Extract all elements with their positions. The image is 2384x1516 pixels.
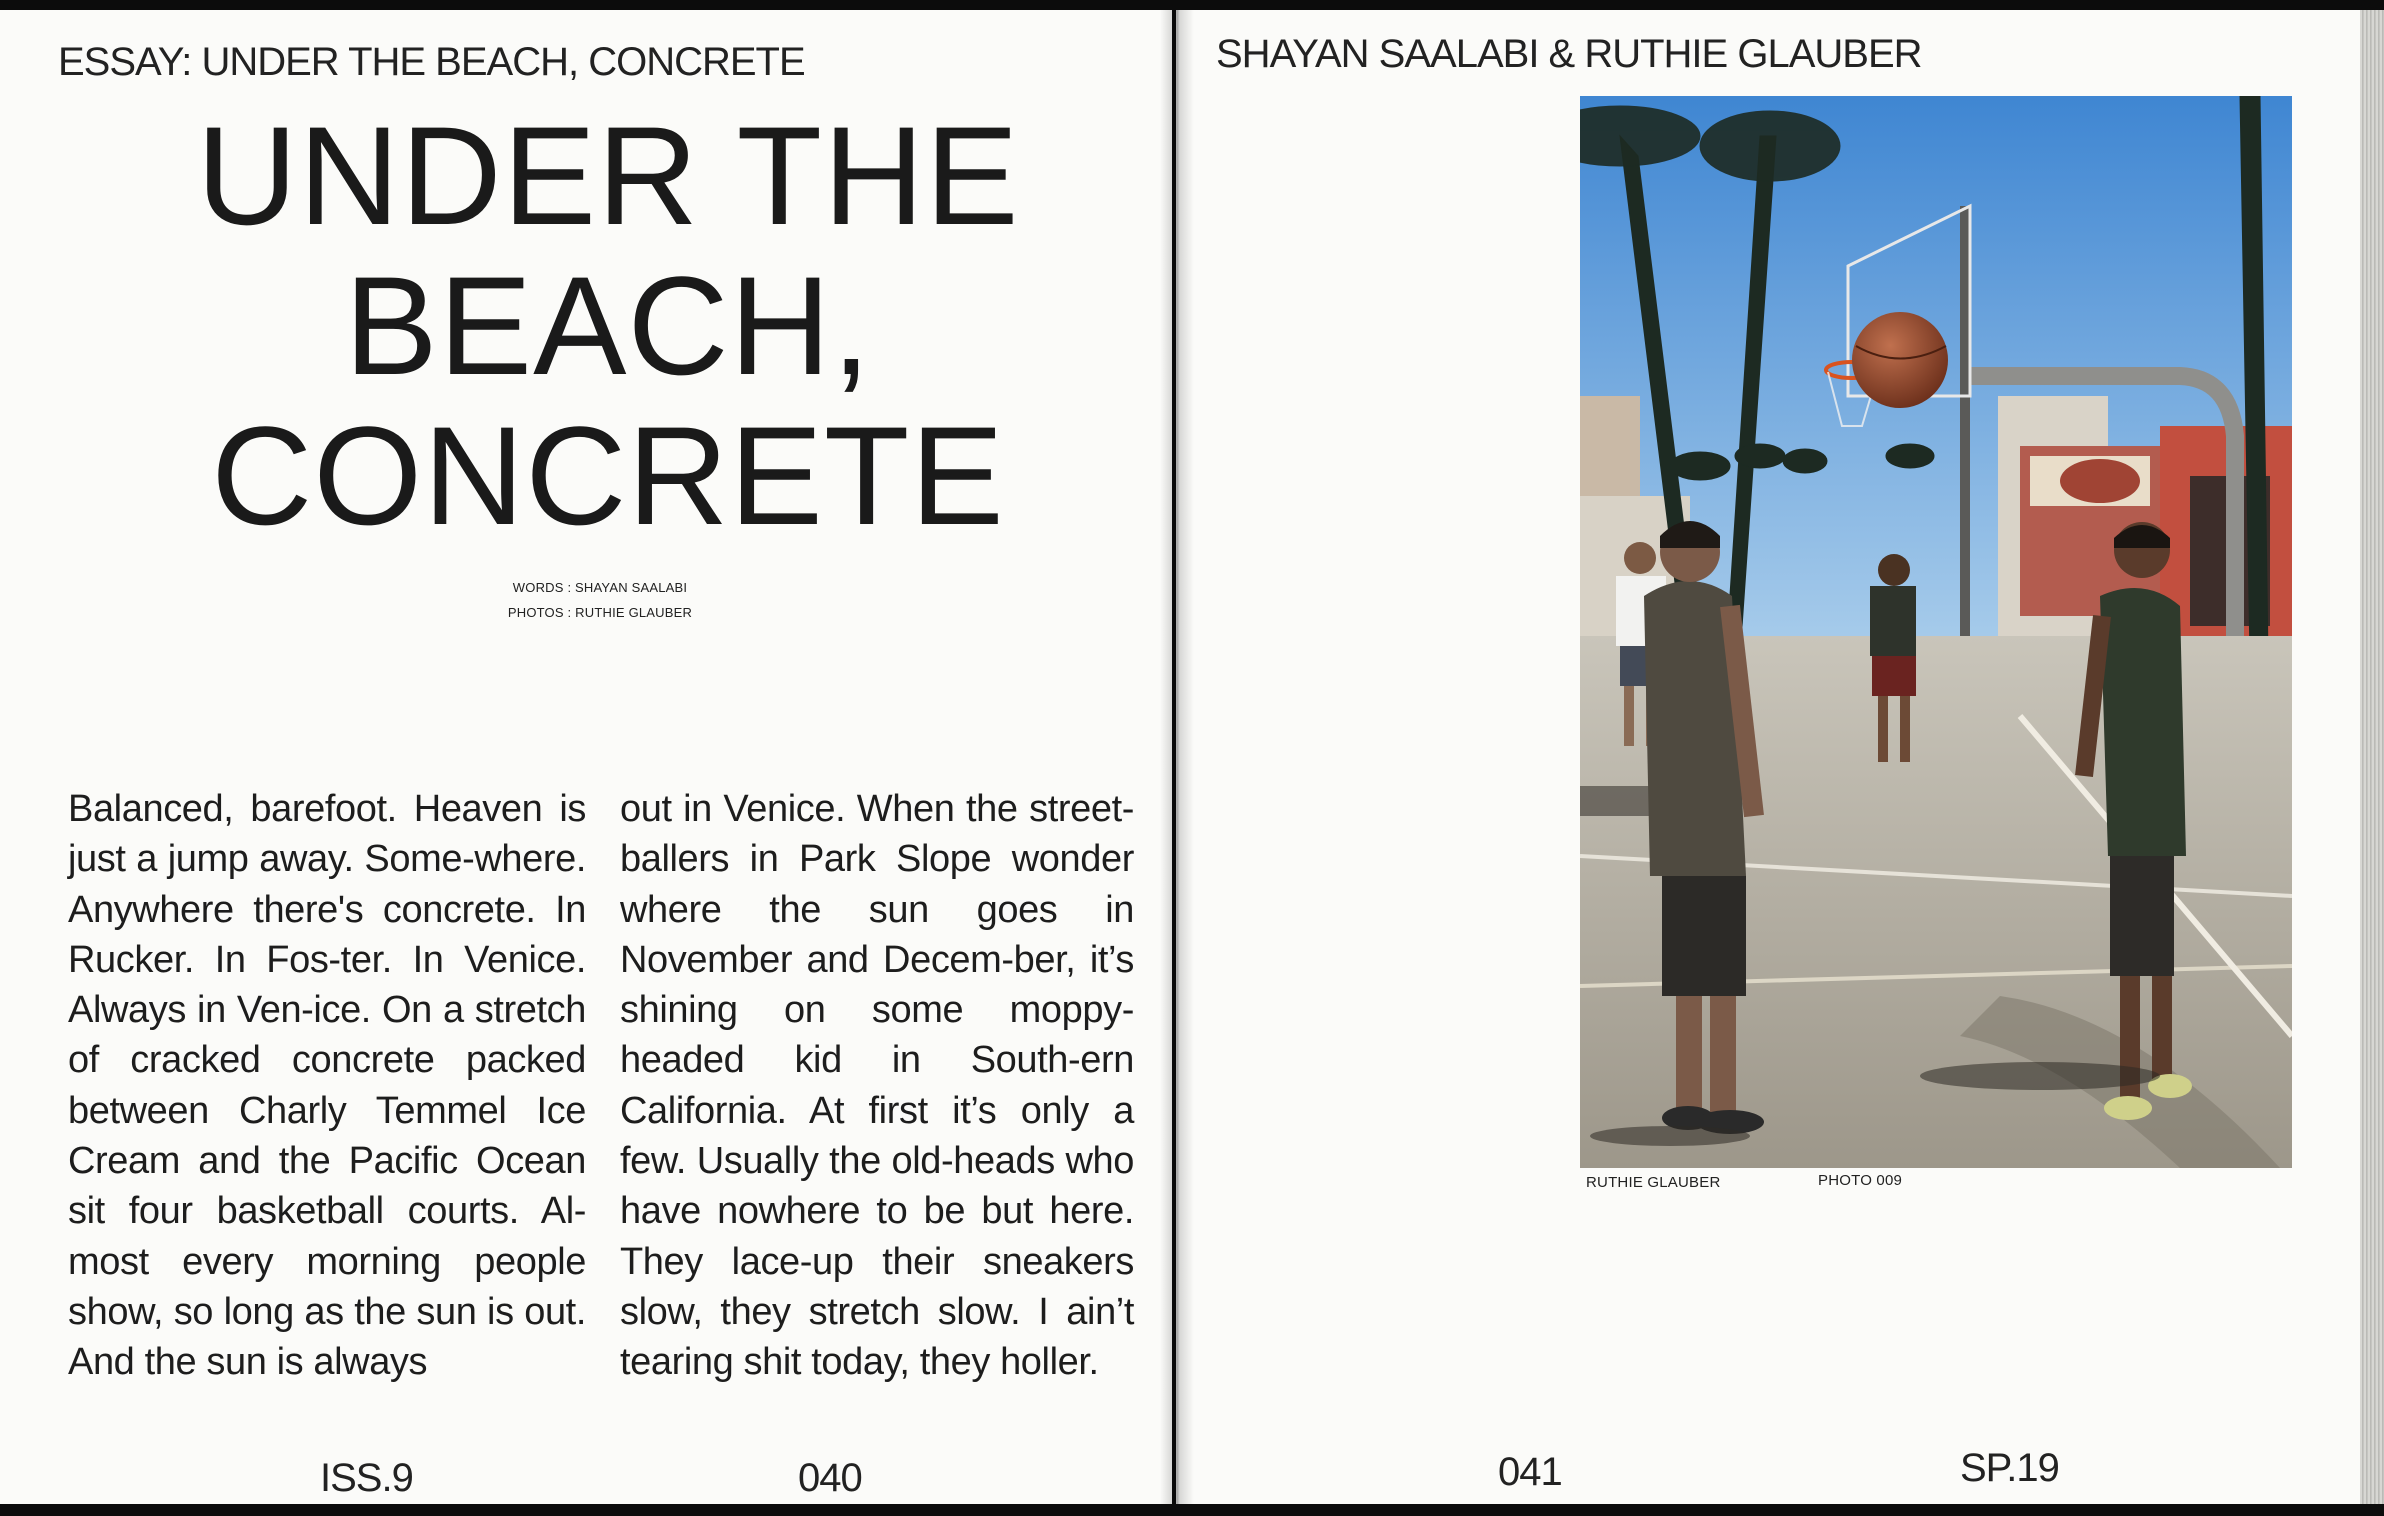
title-line: CONCRETE (211, 397, 1005, 554)
words-credit: WORDS : SHAYAN SAALABI (512, 580, 688, 595)
right-page (1176, 10, 2360, 1504)
page-number-left: 040 (798, 1456, 862, 1500)
season-folio: SP.19 (1960, 1446, 2059, 1490)
photo-credit-caption: RUTHIE GLAUBER (1586, 1174, 1721, 1191)
body-text-column-2: out in Venice. When the street-ballers in Park Slope wonder where the sun goes in November and Decem-ber, it’s shining on some moppy-headed kid in South-ern California. At first it’s only a few. Usually the old-heads who have nowhere to be but here. They lace-up their sneakers slow, they stretch slow. I ain’t tearing shit today, they holler. (620, 788, 1134, 1384)
authors-running-head: SHAYAN SAALABI & RUTHIE GLAUBER (1216, 32, 1922, 76)
body-text-column-1: Balanced, barefoot. Heaven is just a jump away. Some-where. Anywhere there's concrete. In Rucker. In Fos-ter. In Venice. Always in Ven-ice. On a stretch of cracked concrete packed between Charly Temmel Ice Cream and the Pacific Ocean sit four basketball courts. Al-most every morning people show, so long as the sun is out. And the sun is always (68, 788, 586, 1384)
page-number-right: 041 (1498, 1450, 1562, 1494)
photos-credit: PHOTOS : RUTHIE GLAUBER (507, 605, 693, 620)
title-line: BEACH, (344, 247, 872, 404)
title-line: UNDER THE (196, 97, 1020, 254)
photo-number-caption: PHOTO 009 (1818, 1172, 1903, 1189)
essay-running-head: ESSAY: UNDER THE BEACH, CONCRETE (58, 40, 805, 84)
page-block-edge (2360, 10, 2384, 1504)
left-page (0, 10, 1172, 1504)
issue-folio: ISS.9 (320, 1456, 413, 1500)
basketball-court-photo (1580, 96, 2292, 1168)
